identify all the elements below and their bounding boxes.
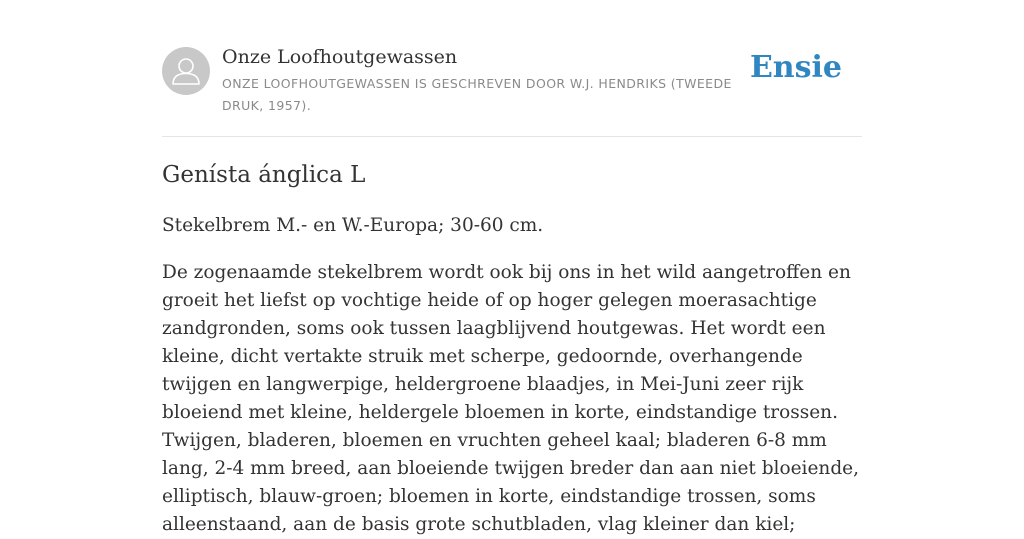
article-body: De zogenaamde stekelbrem wordt ook bij ons in het wild aangetroffen en groeit het liefst op vochtige heide of op hoger gelegen moerasachtige zandgronden, soms ook tussen laagblijvend houtgewas. Het wordt een kleine, dicht vertakte struik met scherpe, gedoornde, overhangende twijgen en langwerpige, heldergroene blaadjes, in Mei-Juni zeer rijk bloeiend met kleine, heldergele bloemen in korte, eindstandige trossen. Twijgen, bladeren, bloemen en vruchten geheel kaal; bladeren 6-8 mm lang, 2-4 mm breed, aan bloeiende twijgen breder dan aan niet bloeiende, elliptisch, blauw-groen; bloemen in korte, eindstandige trossen, soms alleenstaand, aan de basis grote schutbladen, vlag kleiner dan kiel; [162,262,860,535]
article-title: Genísta ánglica L [162,162,366,188]
ensie-logo[interactable]: Ensie [749,50,842,85]
article-lead: Stekelbrem M.- en W.-Europa; 30-60 cm. [162,215,544,236]
book-subtitle: ONZE LOOFHOUTGEWASSEN IS GESCHREVEN DOOR W.J. HENDRIKS (TWEEDE DRUK, 1957). [222,76,732,113]
article [162,158,862,539]
book-header [162,46,862,137]
user-icon[interactable] [162,47,210,95]
book-title[interactable]: Onze Loofhoutgewassen [222,46,458,68]
